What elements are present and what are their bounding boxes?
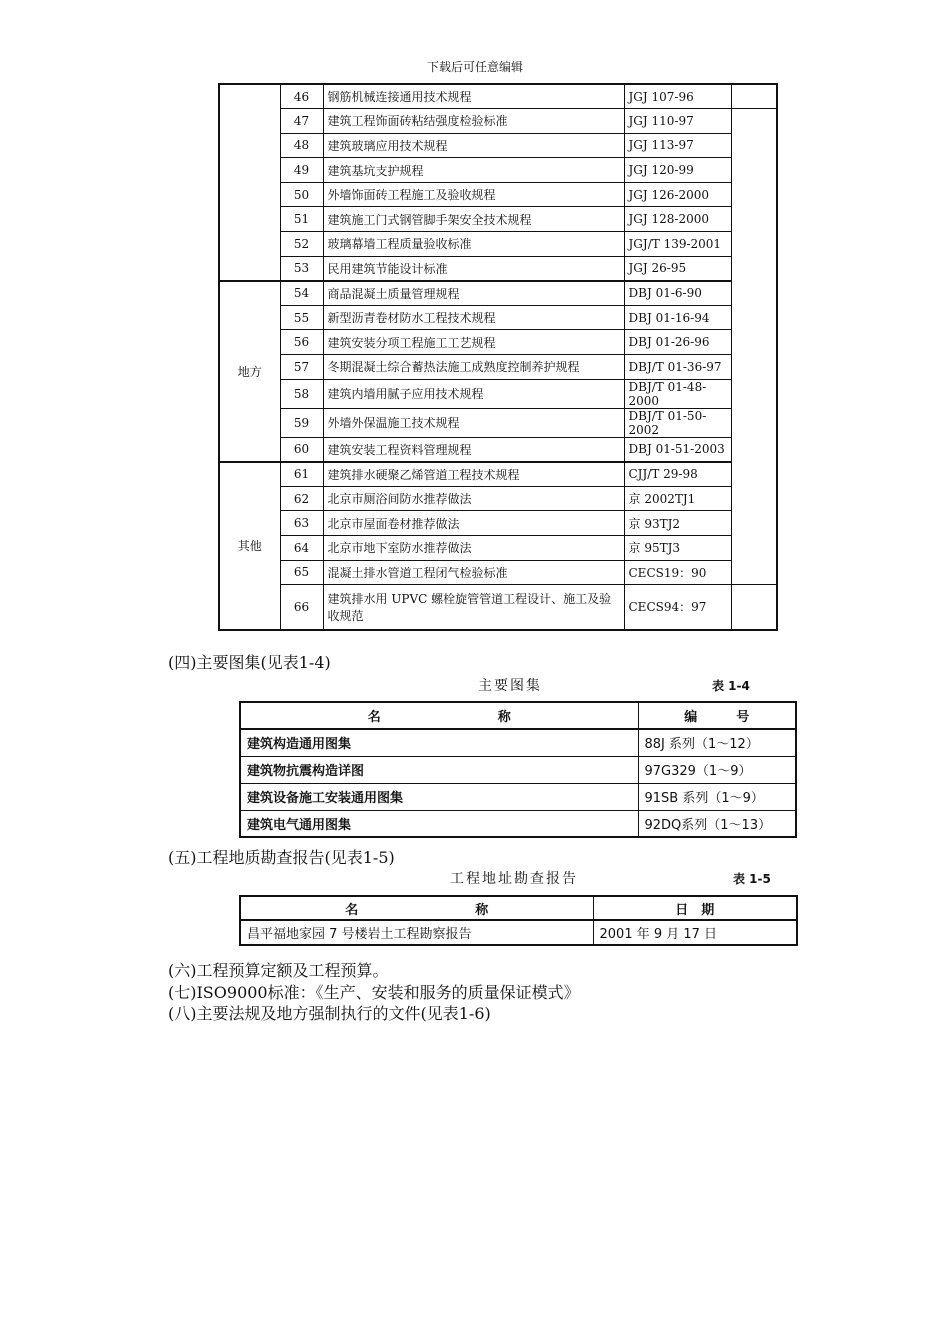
standard-code: JGJ/T 139-2001 [624,232,731,257]
empty-cell [731,84,777,109]
drawing-set-code: 91SB 系列（1～9） [638,783,796,810]
table-row [219,486,777,511]
empty-cell [731,109,777,585]
standard-code: 京 93TJ2 [624,511,731,536]
standard-code: DBJ/T 01-36-97 [624,355,731,380]
standard-name: 混凝土排水管道工程闭气检验标准 [323,560,624,585]
standard-code: DBJ 01-51-2003 [624,437,731,462]
standard-code: DBJ/T 01-50-2002 [624,408,731,437]
row-number: 47 [280,109,323,134]
standard-name: 玻璃幕墙工程质量验收标准 [323,232,624,257]
standard-code: CECS19：90 [624,560,731,585]
row-number: 61 [280,462,323,487]
standard-code: DBJ 01-6-90 [624,281,731,306]
table-row [240,783,796,810]
table-row [219,84,777,109]
table-row [219,109,777,134]
drawing-set-code: 97G329（1～9） [638,756,796,783]
row-number: 59 [280,408,323,437]
standard-name: 冬期混凝土综合蓄热法施工成熟度控制养护规程 [323,355,624,380]
standard-name: 建筑施工门式钢管脚手架安全技术规程 [323,207,624,232]
drawing-set-code: 88J 系列（1～12） [638,729,796,756]
drawing-set-name: 建筑物抗震构造详图 [240,756,638,783]
report-name: 昌平福地家园 7 号楼岩土工程勘察报告 [240,920,593,945]
standard-name: 新型沥青卷材防水工程技术规程 [323,305,624,330]
standard-code: JGJ 126-2000 [624,182,731,207]
drawing-sets-table [239,701,797,838]
standard-name: 北京市厕浴间防水推荐做法 [323,486,624,511]
row-number: 65 [280,560,323,585]
row-number: 55 [280,305,323,330]
row-number: 48 [280,133,323,158]
drawing-set-name: 建筑构造通用图集 [240,729,638,756]
table-row [219,256,777,281]
standard-code: CJJ/T 29-98 [624,462,731,487]
row-number: 63 [280,511,323,536]
table-row [219,133,777,158]
standard-name: 商品混凝土质量管理规程 [323,281,624,306]
drawing-set-name: 建筑电气通用图集 [240,810,638,837]
standard-name: 建筑排水硬聚乙烯管道工程技术规程 [323,462,624,487]
table-row [219,330,777,355]
category-cell: 其他 [219,462,280,630]
row-number: 64 [280,536,323,561]
table-row [219,379,777,408]
row-number: 57 [280,355,323,380]
standard-name: 建筑工程饰面砖粘结强度检验标准 [323,109,624,134]
column-header-name: 名 称 [240,702,638,729]
standard-code: JGJ 120-99 [624,158,731,183]
standard-code: DBJ/T 01-48-2000 [624,379,731,408]
table-row [219,207,777,232]
standard-code: 京 2002TJ1 [624,486,731,511]
row-number: 54 [280,281,323,306]
table-row [219,232,777,257]
table-1-5-number: 表 1-5 [733,872,771,886]
table-row [219,536,777,561]
standard-code: DBJ 01-26-96 [624,330,731,355]
standard-code: CECS94：97 [624,585,731,630]
standard-code: 京 95TJ3 [624,536,731,561]
standard-code: JGJ 110-97 [624,109,731,134]
standard-code: JGJ 107-96 [624,84,731,109]
section-7-heading: (七)ISO9000标准：《生产、安装和服务的质量保证模式》 [168,983,580,1002]
standard-name: 建筑玻璃应用技术规程 [323,133,624,158]
category-cell: 地方 [219,281,280,462]
column-header-code: 编 号 [638,702,796,729]
column-header-date: 日 期 [593,896,797,920]
drawing-set-code: 92DQ系列（1～13） [638,810,796,837]
row-number: 52 [280,232,323,257]
standard-code: JGJ 26-95 [624,256,731,281]
table-1-4-number: 表 1-4 [712,679,750,693]
row-number: 62 [280,486,323,511]
row-number: 46 [280,84,323,109]
row-number: 56 [280,330,323,355]
standards-table [218,83,778,631]
standard-name: 外墙外保温施工技术规程 [323,408,624,437]
section-4-heading: (四)主要图集(见表1-4) [168,653,331,672]
section-5-heading: (五)工程地质勘查报告(见表1-5) [168,848,395,867]
row-number: 58 [280,379,323,408]
drawing-set-name: 建筑设备施工安装通用图集 [240,783,638,810]
row-number: 49 [280,158,323,183]
table-1-4-title: 主要图集 [478,678,542,694]
row-number: 66 [280,585,323,630]
standard-name: 北京市屋面卷材推荐做法 [323,511,624,536]
table-row [219,560,777,585]
standard-name: 建筑基坑支护规程 [323,158,624,183]
table-row [219,437,777,462]
standard-code: JGJ 113-97 [624,133,731,158]
empty-cell [731,585,777,630]
section-8-heading: (八)主要法规及地方强制执行的文件(见表1-6) [168,1004,491,1023]
standard-code: JGJ 128-2000 [624,207,731,232]
page-header: 下载后可任意编辑 [426,60,523,74]
row-number: 60 [280,437,323,462]
table-1-5-title: 工程地址勘查报告 [450,871,578,887]
table-row [219,462,777,487]
table-row [219,511,777,536]
row-number: 51 [280,207,323,232]
table-row [219,408,777,437]
row-number: 50 [280,182,323,207]
category-cell [219,84,280,281]
table-row [240,729,796,756]
report-date: 2001 年 9 月 17 日 [593,920,797,945]
standard-name: 建筑排水用 UPVC 螺栓旋管管道工程设计、施工及验收规范 [323,585,624,630]
table-row [240,810,796,837]
standard-name: 建筑安装分项工程施工工艺规程 [323,330,624,355]
table-row [240,756,796,783]
column-header-name: 名 称 [240,896,593,920]
table-row [219,281,777,306]
geology-report-table [239,895,798,946]
table-row [219,158,777,183]
standard-name: 建筑安装工程资料管理规程 [323,437,624,462]
table-row [219,182,777,207]
table-row [240,920,797,945]
section-6-heading: (六)工程预算定额及工程预算。 [168,961,389,980]
table-row [219,355,777,380]
standard-name: 北京市地下室防水推荐做法 [323,536,624,561]
row-number: 53 [280,256,323,281]
standard-name: 外墙饰面砖工程施工及验收规程 [323,182,624,207]
table-row [219,305,777,330]
standard-code: DBJ 01-16-94 [624,305,731,330]
standard-name: 钢筋机械连接通用技术规程 [323,84,624,109]
standard-name: 建筑内墙用腻子应用技术规程 [323,379,624,408]
standard-name: 民用建筑节能设计标准 [323,256,624,281]
table-header-row [240,702,796,729]
table-header-row [240,896,797,920]
table-row [219,585,777,630]
